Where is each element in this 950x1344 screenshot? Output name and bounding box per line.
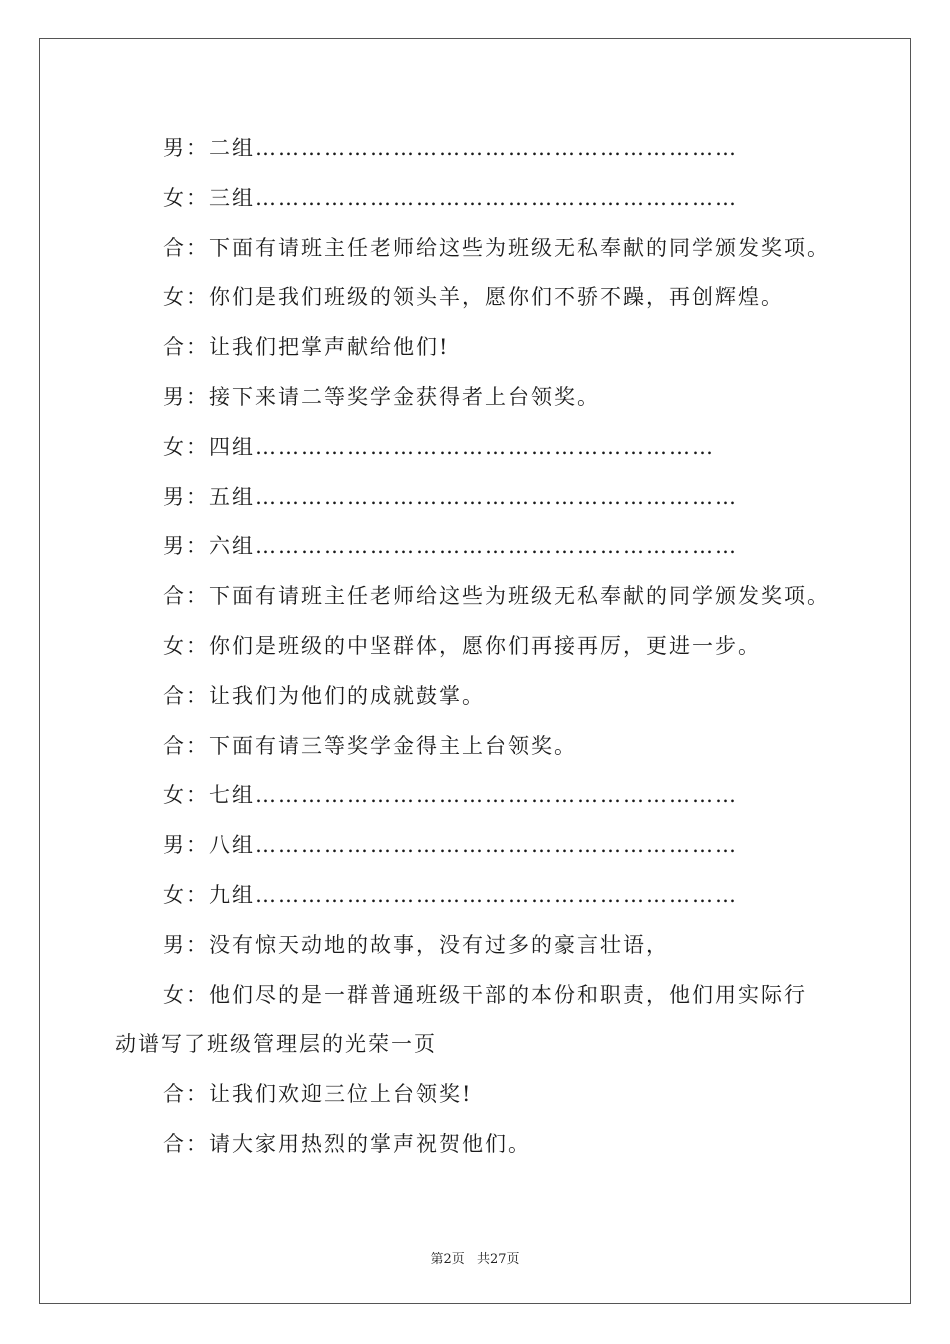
script-line: 合：让我们把掌声献给他们! [163,335,450,360]
page-number: 第2页 [430,1252,465,1267]
script-line: 男：接下来请二等奖学金获得者上台领奖。 [163,384,600,409]
script-line: 男：六组……………………………………………………… [163,534,738,559]
page-total: 共27页 [476,1252,520,1267]
script-line: 合：请大家用热烈的掌声祝贺他们。 [163,1131,531,1156]
script-line: 合：下面有请班主任老师给这些为班级无私奉献的同学颁发奖项。 [163,584,830,609]
script-line: 男：二组……………………………………………………… [163,136,738,160]
script-line: 女：七组……………………………………………………… [163,783,738,808]
script-line: 女：九组……………………………………………………… [163,882,738,907]
script-line-continuation: 动谱写了班级管理层的光荣一页 [115,1032,437,1057]
script-line: 合：下面有请班主任老师给这些为班级无私奉献的同学颁发奖项。 [163,235,830,260]
script-line: 女：四组…………………………………………………… [163,434,715,459]
script-line: 女：他们尽的是一群普通班级干部的本份和职责，他们用实际行 [163,982,807,1007]
script-line: 女：三组……………………………………………………… [163,185,738,210]
script-line: 女：你们是班级的中坚群体，愿你们再接再厉，更进一步。 [163,633,761,658]
script-line: 男：八组……………………………………………………… [163,833,738,858]
page-footer [0,1248,950,1267]
script-line: 男：没有惊天动地的故事，没有过多的豪言壮语， [163,932,669,957]
script-line: 女：你们是我们班级的领头羊，愿你们不骄不躁，再创辉煌。 [163,285,784,310]
script-line: 男：五组……………………………………………………… [163,484,738,509]
script-line: 合：让我们欢迎三位上台领奖! [163,1082,473,1107]
script-line: 合：下面有请三等奖学金得主上台领奖。 [163,733,577,758]
document-body [115,124,855,1170]
script-line: 合：让我们为他们的成就鼓掌。 [163,683,485,708]
